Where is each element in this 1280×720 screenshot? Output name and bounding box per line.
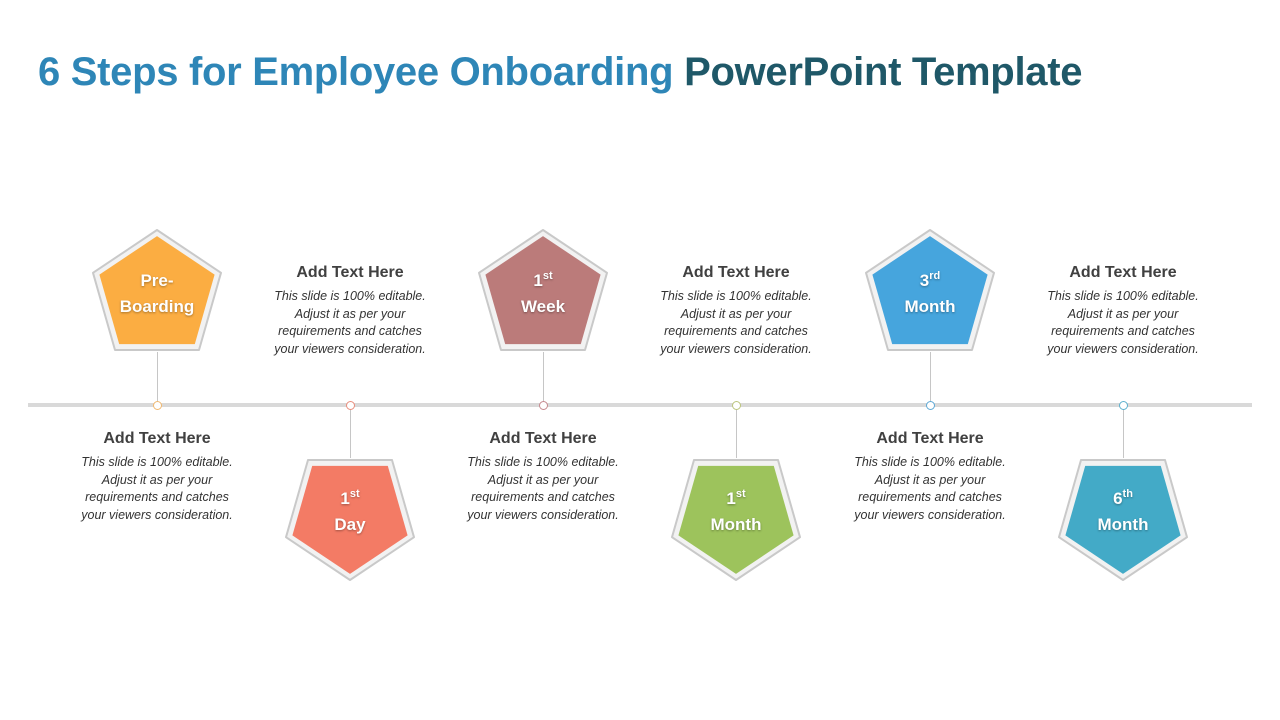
- step-text-block: [840, 429, 1020, 524]
- timeline-dot: [346, 401, 355, 410]
- step-text-body: This slide is 100% editable. Adjust it as per your requirements and catches your viewers consideration.: [274, 289, 426, 356]
- step-label: [97, 268, 217, 320]
- step-label: [1063, 486, 1183, 538]
- step-label-line1: [870, 268, 990, 294]
- timeline-connector: [1123, 405, 1124, 458]
- step-label-number: Pre-: [140, 271, 174, 290]
- step-text-heading: Add Text Here: [682, 264, 790, 281]
- step-text-block: [260, 263, 440, 358]
- step-label-line1: [483, 268, 603, 294]
- timeline-connector: [350, 405, 351, 458]
- step-label-line2: Month: [904, 297, 956, 316]
- step-label: [676, 486, 796, 538]
- timeline-dot: [732, 401, 741, 410]
- step-text-body: This slide is 100% editable. Adjust it as per your requirements and catches your viewers consideration.: [81, 455, 233, 522]
- timeline-connector: [157, 352, 158, 405]
- step-label: [483, 268, 603, 320]
- step-text-block: [453, 429, 633, 524]
- step-label-ordinal: rd: [929, 270, 941, 282]
- step-text-heading: Add Text Here: [1069, 264, 1177, 281]
- timeline-dot: [153, 401, 162, 410]
- timeline-dot: [1119, 401, 1128, 410]
- step-label-ordinal: st: [349, 488, 360, 500]
- step-label-line2: Day: [334, 515, 366, 534]
- step-label-line2: Week: [520, 297, 566, 316]
- step-text-heading: Add Text Here: [103, 430, 211, 447]
- timeline-connector: [736, 405, 737, 458]
- step-label-line2: Boarding: [119, 297, 195, 316]
- step-text-heading: Add Text Here: [296, 264, 404, 281]
- title-part-1: 6 Steps for Employee Onboarding: [38, 50, 674, 94]
- step-text-body: This slide is 100% editable. Adjust it as per your requirements and catches your viewers consideration.: [1047, 289, 1199, 356]
- timeline-line: [28, 403, 1252, 407]
- step-label: [290, 486, 410, 538]
- step-label-ordinal: st: [735, 488, 746, 500]
- step-text-block: [1033, 263, 1213, 358]
- slide-title: [38, 50, 1082, 95]
- step-label-line1: [1063, 486, 1183, 512]
- step-label-line1: [676, 486, 796, 512]
- step-label-number: 1: [340, 489, 350, 508]
- step-label-number: 3: [919, 271, 930, 290]
- step-label: [870, 268, 990, 320]
- step-text-block: [646, 263, 826, 358]
- step-text-heading: Add Text Here: [489, 430, 597, 447]
- step-label-number: 6: [1113, 489, 1123, 508]
- timeline-dot: [539, 401, 548, 410]
- timeline-connector: [930, 352, 931, 405]
- step-label-line1: [290, 486, 410, 512]
- step-label-ordinal: st: [542, 270, 553, 282]
- title-part-2: PowerPoint Template: [684, 50, 1083, 94]
- step-text-body: This slide is 100% editable. Adjust it as per your requirements and catches your viewers consideration.: [660, 289, 812, 356]
- step-label-line2: Month: [710, 515, 762, 534]
- step-label-ordinal: th: [1122, 488, 1133, 500]
- timeline-connector: [543, 352, 544, 405]
- step-text-heading: Add Text Here: [876, 430, 984, 447]
- step-label-line2: Month: [1097, 515, 1149, 534]
- step-text-block: [67, 429, 247, 524]
- step-label-number: 1: [533, 271, 543, 290]
- timeline-dot: [926, 401, 935, 410]
- step-text-body: This slide is 100% editable. Adjust it as per your requirements and catches your viewers consideration.: [854, 455, 1006, 522]
- step-label-number: 1: [726, 489, 736, 508]
- step-text-body: This slide is 100% editable. Adjust it as per your requirements and catches your viewers consideration.: [467, 455, 619, 522]
- step-label-line1: [97, 268, 217, 294]
